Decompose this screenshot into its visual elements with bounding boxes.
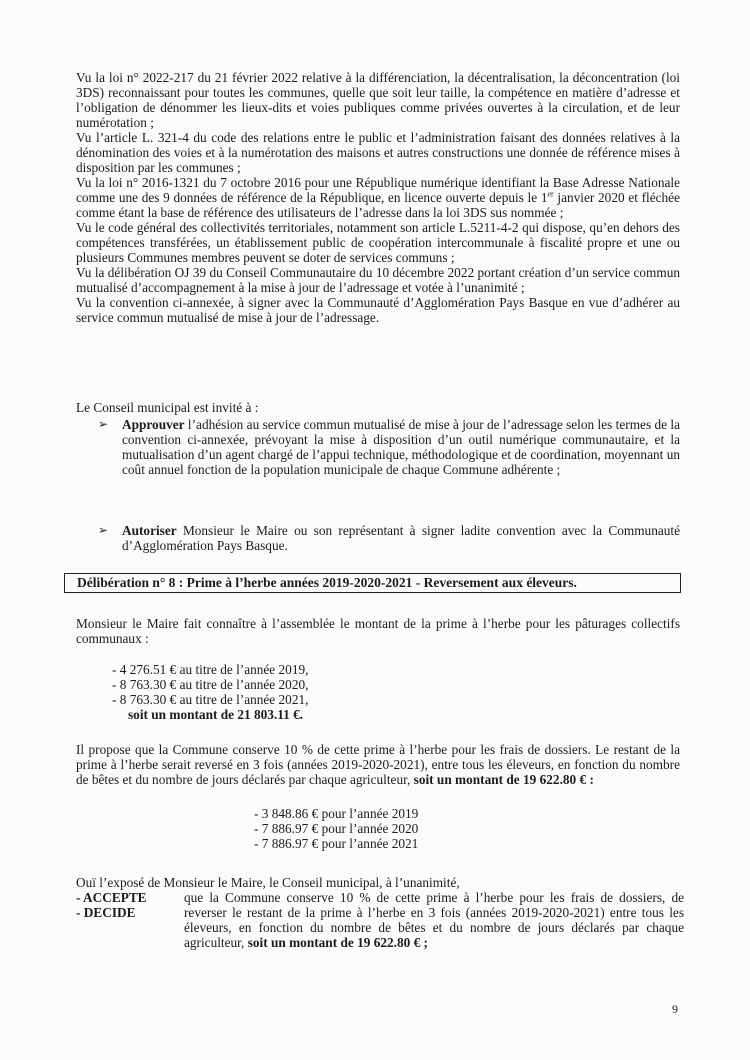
amount-line: - 4 276.51 € au titre de l’année 2019, [112, 662, 309, 677]
deliberation-title-box: Délibération n° 8 : Prime à l’herbe années 2019-2020-2021 - Reversement aux éleveurs. [64, 573, 681, 593]
intro-paragraph: Monsieur le Maire fait connaître à l’assemblée le montant de la prime à l’herbe pour les pâturages collectifs communaux : [76, 616, 680, 646]
yearly-amount-line: - 3 848.86 € pour l’année 2019 [254, 806, 419, 821]
vu-paragraph: Vu la convention ci-annexée, à signer avec la Communauté d’Agglomération Pays Basque en vue d’adhérer au service commun mutualisé de mise à jour de l’adressage. [76, 295, 680, 325]
vu-paragraph: Vu la loi n° 2016-1321 du 7 octobre 2016 pour une République numérique identifiant la Base Adresse Nationale comme une des 9 données de référence de la République, en licence ouverte depuis le 1er janvier 2020 et fléchée comme étant la base de référence des utilisateurs de l’adresse dans la loi 3DS sus nommée ; [76, 175, 680, 220]
bullet-approuver: ➢ Approuver l’adhésion au service commun mutualisé de mise à jour de l’adressage selon les termes de la convention ci-annexée, prévoyant la mise à disposition d’un outil numérique communautaire, et la mutualisation d’un agent chargé de l’appui technique, méthodologique et de coordination, moyennant un coût annuel fonction de la population municipale de chaque Commune adhérente ; [98, 417, 680, 477]
amount-line: - 8 763.30 € au titre de l’année 2020, [112, 677, 309, 692]
amounts-list [112, 662, 308, 707]
oui-paragraph: Ouï l’exposé de Monsieur le Maire, le Conseil municipal, à l’unanimité, [76, 875, 460, 890]
vu-paragraph: Vu la délibération OJ 39 du Conseil Communautaire du 10 décembre 2022 portant création d’un service commun mutualisé d’accompagnement à la mise à jour de l’adressage et votée à l’unanimité ; [76, 265, 680, 295]
vu-paragraph: Vu le code général des collectivités territoriales, notamment son article L.5211-4-2 qui dispose, qu’en dehors des compétences transférées, un établissement public de coopération intercommunale à fiscalité propre et une ou plusieurs Communes membres peuvent se doter de services communs ; [76, 220, 680, 265]
vu-paragraph: Vu la loi n° 2022-217 du 21 février 2022 relative à la différenciation, la décentralisation, la déconcentration (loi 3DS) reconnaissant pour toutes les communes, quelle que soit leur taille, la compétence en matière d’adresse et l’obligation de dénommer les lieux-dits et voies publiques comme privées ouvertes à la circulation, et de leur numérotation ; [76, 70, 680, 130]
total-amount: soit un montant de 21 803.11 €. [128, 707, 304, 722]
accepte-label: - ACCEPTE [76, 890, 147, 905]
page-number: 9 [672, 1002, 678, 1016]
vu-section [76, 70, 680, 325]
arrow-bullet-icon: ➢ [98, 417, 109, 431]
vu-paragraph: Vu l’article L. 321-4 du code des relations entre le public et l’administration faisant des données relatives à la dénomination des voies et à la numérotation des maisons et autres constructions une donnée de référence mises à disposition par les communes ; [76, 130, 680, 175]
yearly-amount-line: - 7 886.97 € pour l’année 2021 [254, 836, 419, 851]
bullet-autoriser: ➢ Autoriser Monsieur le Maire ou son représentant à signer ladite convention avec la Communauté d’Agglomération Pays Basque. [98, 523, 680, 553]
yearly-amounts-list [254, 806, 418, 851]
yearly-amount-line: - 7 886.97 € pour l’année 2020 [254, 821, 419, 836]
invite-text: Le Conseil municipal est invité à : [76, 400, 259, 415]
decide-label: - DECIDE [76, 905, 136, 920]
amount-line: - 8 763.30 € au titre de l’année 2021, [112, 692, 309, 707]
decision-text: que la Commune conserve 10 % de cette prime à l’herbe pour les frais de dossiers, de reverser le restant de la prime à l’herbe en 3 fois (années 2019-2020-2021) entre tous les éleveurs, en fonction du nombre de bêtes et du nombre de jours déclarés par chaque agriculteur, soit un montant de 19 622.80 € ; [184, 890, 684, 950]
proposal-paragraph: Il propose que la Commune conserve 10 % de cette prime à l’herbe pour les frais de dossiers. Le restant de la prime à l’herbe serait reversé en 3 fois (années 2019-2020-2021), entre tous les éleveurs, en fonction du nombre de bêtes et du nombre de jours déclarés par chaque agriculteur, soit un montant de 19 622.80 € : [76, 742, 680, 787]
arrow-bullet-icon: ➢ [98, 523, 109, 537]
